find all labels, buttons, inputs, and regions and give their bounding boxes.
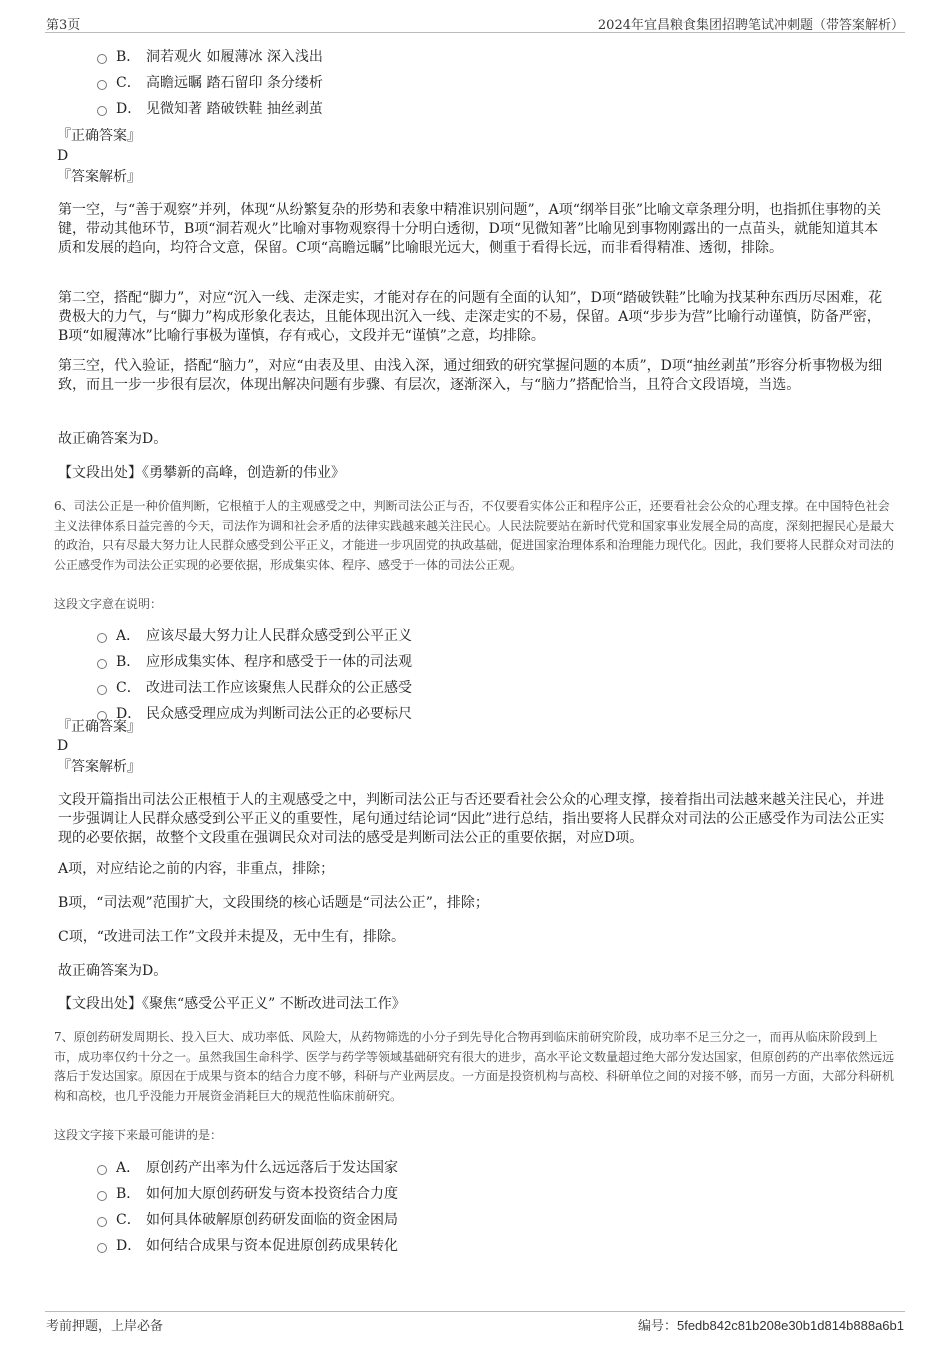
q6-answer: D bbox=[57, 738, 69, 754]
q6-analysis-a: A项，对应结论之前的内容，非重点，排除； bbox=[58, 861, 335, 877]
radio-icon[interactable] bbox=[97, 659, 107, 669]
radio-icon[interactable] bbox=[97, 633, 107, 643]
footer-divider bbox=[45, 1311, 905, 1312]
q5-option-b[interactable]: B． 洞若观火 如履薄冰 深入浅出 bbox=[97, 47, 323, 67]
page-number: 第3页 bbox=[46, 18, 81, 33]
q6-stem: 6、司法公正是一种价值判断，它根植于人的主观感受之中，判断司法公正与否，不仅要看实体公正和程序公正，还要看社会公众的心理支撑。在中国特色社会主义法律体系日益完善的今天，司法作为调和社会矛盾的法律实践越来越关注民心。人民法院要站在新时代党和国家事业发展全局的高度，深刻把握民心是最大的政治，只有尽最大努力让人民群众感受到公平正义，才能进一步巩固党的执政基础，促进国家治理体系和治理能力现代化。因此，我们要将人民群众对司法的公正感受作为司法公正实现的必要依据，形成集实体、程序、感受于一体的司法公正观。 bbox=[54, 499, 895, 572]
q5-analysis-paragraph-3: 第三空，代入验证，搭配“脑力”，对应“由表及里、由浅入深，通过细致的研究掌握问题的本质”，D项“抽丝剥茧”形容分析事物极为细致，而且一步一步很有层次，体现出解决问题有步骤、有层次，逐渐深入，与“脑力”搭配恰当，且符合文段语境，当选。 bbox=[58, 358, 883, 393]
footer-slogan: 考前押题，上岸必备 bbox=[46, 1319, 164, 1334]
q6-conclusion: 故正确答案为D。 bbox=[58, 963, 168, 979]
q7-option-a[interactable]: A． 原创药产出率为什么远远落后于发达国家 bbox=[97, 1158, 398, 1178]
q5-answer: D bbox=[57, 148, 69, 164]
q7-option-d[interactable]: D． 如何结合成果与资本促进原创药成果转化 bbox=[97, 1236, 398, 1256]
q5-analysis-label: 『答案解析』 bbox=[57, 169, 141, 185]
q6-answer-label: 『正确答案』 bbox=[57, 719, 141, 735]
q6-source: 【文段出处】《聚焦“感受公平正义” 不断改进司法工作》 bbox=[58, 996, 406, 1012]
q5-source: 【文段出处】《勇攀新的高峰，创造新的伟业》 bbox=[58, 465, 345, 481]
radio-icon[interactable] bbox=[97, 80, 107, 90]
radio-icon[interactable] bbox=[97, 106, 107, 116]
q6-analysis-c: C项，“改进司法工作”文段并未提及，无中生有，排除。 bbox=[58, 929, 406, 945]
radio-icon[interactable] bbox=[97, 1243, 107, 1253]
header-divider bbox=[45, 32, 905, 33]
q7-stem: 7、原创药研发周期长、投入巨大、成功率低、风险大，从药物筛选的小分子到先导化合物再到临床前研究阶段，成功率不足三分之一，而再从临床阶段到上市，成功率仅约十分之一。虽然我国生命科学、医学与药学等领域基础研究有很大的进步，高水平论文数量超过绝大部分发达国家，但原创药的产出率依然远远落后于发达国家。原因在于成果与资本的结合力度不够，科研与产业两层皮。一方面是投资机构与高校、科研单位之间的对接不够，而另一方面，大部分科研机构和高校，也几乎没能力开展资金消耗巨大的规范性临床前研究。 bbox=[54, 1030, 895, 1103]
q5-answer-label: 『正确答案』 bbox=[57, 128, 141, 144]
radio-icon[interactable] bbox=[97, 1165, 107, 1175]
q6-analysis-b: B项，“司法观”范围扩大，文段围绕的核心话题是“司法公正”，排除； bbox=[58, 895, 489, 911]
radio-icon[interactable] bbox=[97, 685, 107, 695]
q5-conclusion: 故正确答案为D。 bbox=[58, 431, 168, 447]
q6-option-d[interactable]: D． 民众感受理应成为判断司法公正的必要标尺 bbox=[97, 704, 412, 724]
document-code: 编号：5fedb842c81b208e30b1d814b888a6b1 bbox=[637, 1318, 904, 1333]
q6-analysis-paragraph-1: 文段开篇指出司法公正根植于人的主观感受之中，判断司法公正与否还要看社会公众的心理支撑，接着指出司法越来越关注民心，并进一步强调让人民群众感受到公平正义的重要性，尾句通过结论词“因此”进行总结，指出要将人民群众对司法的公正感受作为司法公正实现的必要依据，故整个文段重在强调民众对司法的感受是判断司法公正的重要依据，对应D项。 bbox=[58, 792, 885, 846]
radio-icon[interactable] bbox=[97, 1191, 107, 1201]
radio-icon[interactable] bbox=[97, 54, 107, 64]
radio-icon[interactable] bbox=[97, 1217, 107, 1227]
q5-option-c[interactable]: C． 高瞻远瞩 踏石留印 条分缕析 bbox=[97, 73, 323, 93]
document-title: 2024年宜昌粮食集团招聘笔试冲刺题（带答案解析） bbox=[597, 18, 904, 33]
q6-option-a[interactable]: A． 应该尽最大努力让人民群众感受到公平正义 bbox=[97, 626, 412, 646]
q6-option-b[interactable]: B． 应形成集实体、程序和感受于一体的司法观 bbox=[97, 652, 412, 672]
q7-option-b[interactable]: B． 如何加大原创药研发与资本投资结合力度 bbox=[97, 1184, 398, 1204]
q6-prompt: 这段文字意在说明： bbox=[54, 597, 163, 611]
q5-analysis-paragraph-1: 第一空，与“善于观察”并列，体现“从纷繁复杂的形势和表象中精准识别问题”，A项“纲举目张”比喻文章条理分明，也指抓住事物的关键，带动其他环节，B项“洞若观火”比喻对事物观察得十分明白透彻，D项“见微知著”比喻见到事物刚露出的一点苗头，就能知道其本质和发展的趋向，均符合文意，保留。C项“高瞻远瞩”比喻眼光远大，侧重于看得长远，而非看得精准、透彻，排除。 bbox=[58, 202, 882, 256]
q5-analysis-paragraph-2: 第二空，搭配“脚力”，对应“沉入一线、走深走实，才能对存在的问题有全面的认知”，D项“踏破铁鞋”比喻为找某种东西历尽困难，花费极大的力气，与“脚力”构成形象化表达，且能体现出沉入一线、走深走实的不易，保留。A项“步步为营”比喻行动谨慎，防备严密，B项“如履薄冰”比喻行事极为谨慎，存有戒心，文段并无“谨慎”之意，均排除。 bbox=[58, 290, 883, 344]
q5-option-d[interactable]: D． 见微知著 踏破铁鞋 抽丝剥茧 bbox=[97, 99, 323, 119]
q6-option-c[interactable]: C． 改进司法工作应该聚焦人民群众的公正感受 bbox=[97, 678, 412, 698]
q7-option-c[interactable]: C． 如何具体破解原创药研发面临的资金困局 bbox=[97, 1210, 398, 1230]
q6-analysis-label: 『答案解析』 bbox=[57, 759, 141, 775]
q7-prompt: 这段文字接下来最可能讲的是： bbox=[54, 1128, 223, 1142]
